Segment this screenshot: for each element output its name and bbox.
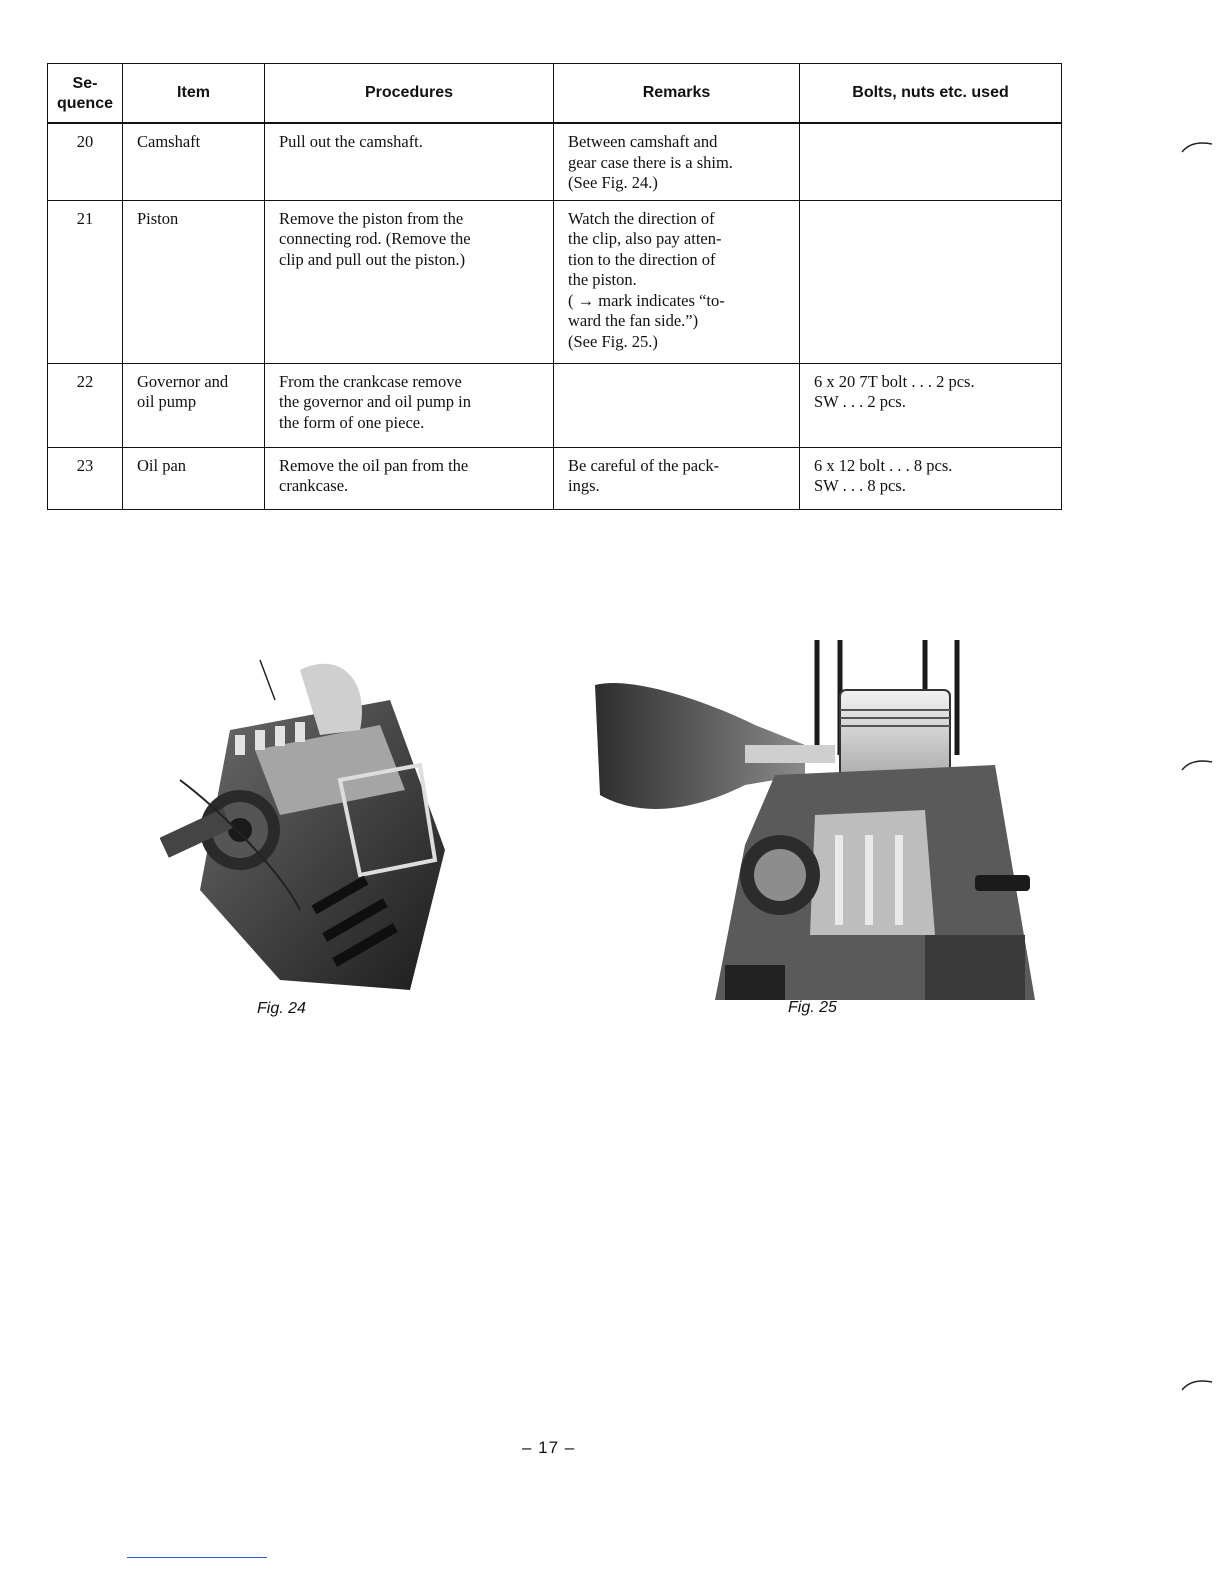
- bolts-cell: [800, 200, 1062, 363]
- procedures-line: the governor and oil pump in: [279, 392, 472, 411]
- remarks-line: the clip, also pay atten-: [568, 229, 722, 248]
- header-procedures: Procedures: [265, 64, 554, 124]
- sequence-cell: 23: [48, 447, 123, 509]
- remarks-cell: [554, 200, 800, 363]
- figure-25: [595, 635, 1035, 1000]
- remarks-cell: [554, 447, 800, 509]
- procedures-line: connecting rod. (Remove the: [279, 229, 471, 248]
- procedures-line: From the crankcase remove: [279, 371, 462, 391]
- remarks-line: ( → mark indicates “to-: [568, 290, 725, 310]
- table-row: [48, 447, 1062, 509]
- table-row: [48, 200, 1062, 363]
- margin-mark-icon: [1180, 1378, 1214, 1392]
- item-cell: [123, 363, 265, 447]
- piston-connecting-rod-photo-icon: [595, 635, 1035, 1000]
- remarks-line: the piston.: [568, 270, 637, 289]
- procedures-cell: [265, 200, 554, 363]
- sequence-cell: 22: [48, 363, 123, 447]
- figure-25-caption: Fig. 25: [788, 999, 837, 1016]
- remarks-line: tion to the direction of: [568, 249, 716, 269]
- remarks-line: gear case there is a shim.: [568, 152, 733, 172]
- procedures-cell: [265, 123, 554, 200]
- item-line: Camshaft: [137, 132, 201, 151]
- bolts-line: 6 x 20 7T bolt . . . 2 pcs.: [814, 371, 975, 391]
- item-cell: [123, 123, 265, 200]
- item-line: Oil pan: [137, 455, 187, 475]
- bolts-line: 6 x 12 bolt . . . 8 pcs.: [814, 455, 953, 475]
- bolts-cell: [800, 447, 1062, 509]
- sequence-cell: 21: [48, 200, 123, 363]
- remarks-line: ward the fan side.”): [568, 311, 699, 330]
- bolts-cell: [800, 363, 1062, 447]
- header-sequence-line: Se-: [72, 75, 98, 92]
- item-cell: [123, 200, 265, 363]
- procedures-line: Remove the piston from the: [279, 208, 464, 228]
- remarks-line: (See Fig. 24.): [568, 173, 658, 192]
- bolts-line: SW . . . 2 pcs.: [814, 392, 906, 411]
- header-remarks: Remarks: [554, 64, 800, 124]
- remarks-line: Watch the direction of: [568, 208, 715, 228]
- bolts-cell: [800, 123, 1062, 200]
- header-sequence: [48, 64, 123, 124]
- procedures-cell: [265, 363, 554, 447]
- item-line: Governor and: [137, 371, 229, 391]
- table-header-row: [48, 64, 1062, 124]
- table-row: [48, 123, 1062, 200]
- remarks-line: (See Fig. 25.): [568, 331, 658, 351]
- remarks-cell: [554, 363, 800, 447]
- procedures-line: Remove the oil pan from the: [279, 455, 469, 475]
- procedure-table: [47, 63, 1062, 510]
- procedures-cell: [265, 447, 554, 509]
- table-row: [48, 363, 1062, 447]
- item-line: Piston: [137, 208, 179, 228]
- page-number: – 17 –: [522, 1438, 576, 1457]
- footer-rule: [127, 1557, 267, 1558]
- procedures-line: crankcase.: [279, 476, 349, 495]
- sequence-cell: 20: [48, 123, 123, 200]
- header-sequence-line: quence: [56, 95, 113, 112]
- margin-mark-icon: [1180, 140, 1214, 154]
- procedures-line: clip and pull out the piston.): [279, 249, 466, 269]
- procedures-line: the form of one piece.: [279, 412, 425, 432]
- bolts-line: SW . . . 8 pcs.: [814, 476, 906, 495]
- figure-24-caption: Fig. 24: [257, 1000, 306, 1017]
- table-body: [48, 123, 1062, 509]
- item-line: oil pump: [137, 392, 197, 411]
- header-item: Item: [123, 64, 265, 124]
- header-bolts: Bolts, nuts etc. used: [800, 64, 1062, 124]
- remarks-line: Between camshaft and: [568, 132, 718, 151]
- margin-mark-icon: [1180, 758, 1214, 772]
- camshaft-gear-case-photo-icon: [160, 640, 460, 1010]
- remarks-line: Be careful of the pack-: [568, 455, 720, 475]
- remarks-cell: [554, 123, 800, 200]
- item-cell: [123, 447, 265, 509]
- remarks-line: ings.: [568, 476, 600, 495]
- procedures-line: Pull out the camshaft.: [279, 132, 423, 151]
- figure-24: [160, 640, 460, 1010]
